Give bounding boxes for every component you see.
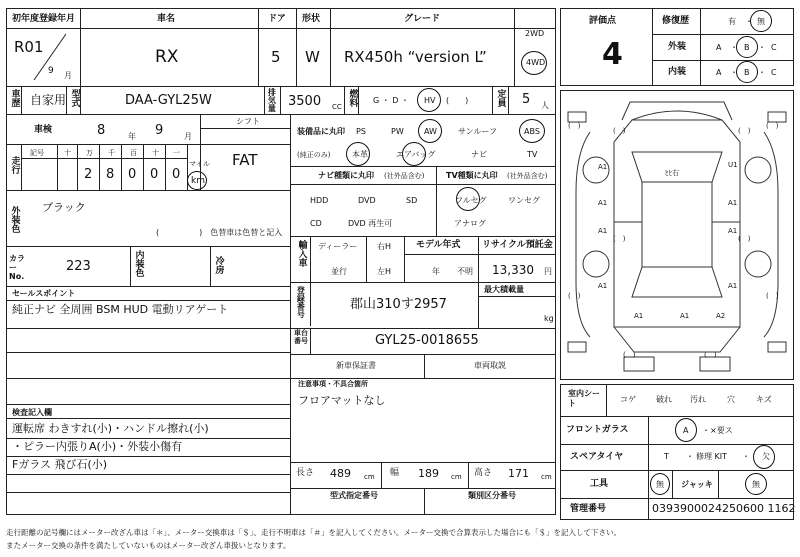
manual-label: 車両取説 [474, 361, 506, 370]
mileage-unit: 千 [108, 149, 115, 157]
mileage-mile: マイル [189, 160, 210, 168]
navi-sub: (社外品含む) [384, 172, 425, 180]
jack-none: 無 [752, 480, 760, 489]
interior-sheet-label: 室内シート [568, 389, 600, 409]
chassis-label: 車台番号 [294, 329, 308, 345]
separator: ・ [745, 17, 753, 26]
mgmt-value: 0393900024250600 1162 [652, 502, 796, 515]
shift-value: FAT [232, 151, 258, 169]
ac-label: 冷房 [213, 256, 224, 274]
model-year-label: モデル年式 [416, 240, 461, 250]
circle-mark [745, 473, 767, 495]
inspector-label: 検査記入欄 [12, 408, 52, 417]
tv-fullseg: フルセグ [455, 196, 487, 205]
grade-label: グレード [404, 14, 441, 24]
doors-value: 5 [271, 48, 281, 66]
circle-mark [650, 473, 670, 495]
damage-code: A1 [598, 227, 608, 235]
separator: ・ [730, 43, 738, 52]
equip-ps: PS [356, 127, 366, 136]
mileage-digit: 2 [84, 167, 93, 182]
spare-none: 欠 [762, 452, 770, 461]
navi-title: ナビ種類に丸印 [318, 171, 374, 180]
separator: ・ [702, 426, 710, 435]
inspection-label: 車検 [34, 125, 53, 135]
length-value: 489 [330, 467, 351, 480]
grade-a: A [716, 43, 722, 52]
model-label: 型式 [69, 89, 80, 107]
grade-a: A [716, 68, 722, 77]
sales-value: 純正ナビ 全周囲 BSM HUD 電動リアゲート [12, 303, 229, 316]
model-value: DAA-GYL25W [125, 93, 212, 108]
equip-navi: ナビ [471, 150, 487, 159]
repair-yes: 有 [728, 17, 736, 26]
mileage-km: km [191, 176, 205, 186]
model-year-unknown: 不明 [457, 267, 473, 276]
circle-mark [750, 10, 772, 32]
shape-value: W [305, 48, 320, 66]
circle-mark [418, 119, 442, 143]
height-unit: cm [541, 473, 552, 481]
grade-value: RX450h “version L” [344, 48, 487, 66]
recycle-label: リサイクル預託金 [482, 240, 553, 250]
damage-code: A1 [728, 282, 738, 290]
mileage-digit: 8 [106, 167, 115, 182]
width-label: 幅 [390, 468, 400, 478]
score-value: 4 [602, 37, 623, 72]
mileage-unit: 十 [152, 149, 159, 157]
circle-mark [736, 61, 758, 83]
bracket: ( ) [568, 292, 581, 300]
capacity-label: 定員 [495, 89, 506, 107]
equip-aw: AW [424, 127, 437, 136]
equip-sunroof: サンルーフ [458, 127, 497, 136]
import-label: 輸入車 [296, 240, 307, 267]
max-load-unit: kg [544, 314, 554, 323]
bracket: ( ) [568, 122, 581, 130]
length-label: 長さ [296, 468, 315, 478]
fuel-paren: ( ) [446, 96, 469, 105]
tools-label: 工具 [590, 479, 609, 489]
mileage-unit: 一 [173, 149, 180, 157]
car-name-label: 車名 [157, 14, 176, 24]
circle-mark [187, 171, 207, 190]
windshield-replace: ×要ス [710, 426, 733, 435]
mileage-digit: 0 [172, 167, 181, 182]
car-outline [562, 92, 792, 378]
equip-abs: ABS [524, 127, 540, 136]
circle-mark [456, 187, 480, 211]
spare-kit: 修理 KIT [696, 452, 728, 461]
separator: ・ [730, 68, 738, 77]
inspector-line: 運転席 わきすれ(小)・ハンドル擦れ(小) [12, 422, 209, 435]
notes-label: 注意事項・不具合箇所 [298, 380, 368, 388]
sheet-item: 破れ [656, 395, 672, 404]
import-dealer: ディーラー [318, 242, 358, 251]
tv-title: TV種類に丸印 [446, 171, 498, 180]
damage-code: A1 [680, 312, 690, 320]
equipment-sub: (純正のみ) [297, 151, 331, 159]
registration-label: 登録番号 [296, 286, 306, 318]
interior-color-label: 内装色 [133, 250, 144, 277]
type-cert-label: 型式指定番号 [330, 491, 378, 500]
usage-label: 車歴 [9, 89, 20, 107]
repair-no: 無 [757, 17, 765, 26]
bracket: ( ) [704, 351, 717, 359]
navi-cd: CD [310, 219, 322, 228]
shift-label: シフト [236, 117, 260, 126]
sheet-item: コゲ [620, 395, 636, 404]
repair-label: 修復歴 [662, 16, 690, 26]
bracket: ( ) [766, 122, 779, 130]
recycle-unit: 円 [544, 267, 552, 276]
bracket: ( ) [766, 292, 779, 300]
equipment-label: 装備品に丸印 [297, 127, 345, 136]
fuel-label: 燃料 [347, 89, 358, 107]
registration-value: 郡山310す2957 [350, 297, 447, 312]
max-load-label: 最大積載量 [484, 285, 524, 294]
tv-sub: (社外品含む) [507, 172, 548, 180]
height-label: 高さ [474, 468, 493, 478]
color-no-label: カラーNo. [9, 254, 25, 281]
equip-pw: PW [391, 127, 404, 136]
tv-analog: アナログ [454, 219, 486, 228]
import-parallel: 並行 [331, 267, 347, 276]
circle-mark [675, 418, 697, 442]
usage-value: 自家用 [30, 93, 67, 107]
inspection-year-unit: 年 [128, 132, 136, 141]
divider [6, 86, 556, 87]
displacement-value: 3500 [288, 94, 322, 109]
bracket: ( ) [613, 235, 626, 243]
first-reg-month: 9 [48, 66, 54, 76]
windshield-label: フロントガラス [566, 425, 629, 435]
circle-mark [521, 51, 547, 75]
shape-label: 形状 [302, 14, 321, 24]
damage-code: A2 [716, 312, 726, 320]
circle-mark [417, 88, 441, 112]
mileage-unit: 万 [86, 149, 93, 157]
separator: ・ [742, 452, 750, 461]
bracket: ( ) [738, 127, 751, 135]
warranty-label: 新車保証書 [336, 361, 376, 370]
damage-code: A1 [598, 282, 608, 290]
damage-code: A1 [634, 312, 644, 320]
footer-line: 走行距離の記号欄にはメーター改ざん車は「＊」、メーター交換車は「＄」、走行不明車は「＃」を記入してください。メーター交換で合算表示した場合にも「＄」を記入して下さい。 [6, 528, 621, 537]
first-reg-value: R01 [14, 38, 44, 56]
capacity-unit: 人 [541, 101, 549, 110]
navi-sd: SD [406, 196, 418, 205]
mileage-symbol-label: 記号 [30, 149, 44, 157]
grade-c: C [771, 68, 777, 77]
import-right-h: 右H [377, 242, 392, 251]
mileage-label: 走行 [9, 156, 20, 174]
inspection-year: 8 [97, 123, 106, 138]
navi-hdd: HDD [310, 196, 329, 205]
grade-c: C [771, 43, 777, 52]
bracket: ( ) [623, 351, 636, 359]
tools-none: 無 [656, 480, 664, 489]
separator: ・ [686, 452, 694, 461]
sheet-item: 穴 [727, 395, 735, 404]
fuel-options: G ・ D ・ [373, 96, 409, 105]
bracket: ( ) [738, 235, 751, 243]
inspection-month: 9 [155, 123, 164, 138]
inspector-line: ・ピラー内張りA(小)・外装小傷有 [12, 440, 183, 453]
separator: ・ [758, 43, 766, 52]
mileage-unit: 十 [64, 149, 71, 157]
sheet-item: 汚れ [690, 395, 706, 404]
navi-dvd: DVD [358, 196, 376, 205]
mgmt-label: 管理番号 [570, 504, 607, 514]
divider [6, 28, 556, 29]
mileage-digit: 0 [128, 167, 137, 182]
inspector-line: Fガラス 飛び石(小) [12, 458, 108, 471]
circle-mark [519, 119, 545, 143]
score-label: 評価点 [589, 16, 617, 26]
displacement-unit: CC [332, 103, 342, 111]
length-unit: cm [364, 473, 375, 481]
width-value: 189 [418, 467, 439, 480]
sheet-item: キズ [756, 395, 772, 404]
navi-dvd-play: DVD 再生可 [348, 219, 393, 228]
circle-mark [346, 142, 370, 166]
footer-line: またメーター交換の条件を満たしていないものはメーター改ざん車扱いとなります。 [6, 541, 291, 550]
chassis-value: GYL25-0018655 [375, 333, 479, 348]
spare-label: スペアタイヤ [570, 452, 624, 462]
grade-b: B [744, 43, 750, 52]
spare-t: T [664, 452, 669, 461]
separator: ・ [758, 68, 766, 77]
notes-value: フロアマットなし [298, 394, 386, 407]
tv-oneseg: ワンセグ [508, 196, 540, 205]
damage-code: A1 [728, 199, 738, 207]
car-name-value: RX [155, 47, 179, 67]
damage-code: U1 [728, 161, 738, 169]
class-label: 類別区分番号 [468, 491, 516, 500]
damage-code: A1 [598, 163, 608, 171]
mileage-digit: 0 [150, 167, 159, 182]
drive-2wd: 2WD [525, 29, 545, 38]
grade-b: B [744, 68, 750, 77]
fuel-hv: HV [424, 96, 436, 105]
color-note: ( ) 色替車は色替と記入 [156, 228, 283, 237]
color-no-value: 223 [66, 259, 91, 274]
drive-4wd: 4WD [526, 58, 546, 67]
bracket: ( ) [613, 127, 626, 135]
damage-code: ﾋﾋ右 [665, 169, 679, 177]
circle-mark [402, 142, 426, 166]
damage-code: A1 [598, 199, 608, 207]
displacement-label: 排気量 [267, 88, 277, 112]
equip-leather: 本革 [352, 150, 368, 159]
sales-label: セールスポイント [12, 289, 76, 298]
mileage-unit: 百 [130, 149, 137, 157]
exterior-label: 外装 [668, 42, 687, 52]
doors-label: ドア [268, 14, 286, 24]
width-unit: cm [451, 473, 462, 481]
equip-tv: TV [527, 150, 538, 159]
damage-code: A1 [728, 227, 738, 235]
model-year-unit: 年 [432, 267, 440, 276]
import-left-h: 左H [377, 267, 392, 276]
color-value: ブラック [42, 201, 86, 214]
inspection-month-unit: 月 [184, 132, 192, 141]
first-reg-label: 初年度登録年月 [12, 14, 76, 24]
color-label: 外装色 [9, 206, 20, 233]
capacity-value: 5 [522, 92, 531, 107]
jack-label: ジャッキ [681, 480, 713, 489]
equip-airbag: エアバッグ [396, 150, 436, 159]
interior-label: 内装 [668, 67, 687, 77]
month-unit: 月 [64, 71, 72, 80]
circle-mark [753, 445, 775, 469]
windshield-a: A [683, 426, 689, 435]
circle-mark [736, 36, 758, 58]
height-value: 171 [508, 467, 529, 480]
recycle-value: 13,330 [492, 263, 534, 277]
